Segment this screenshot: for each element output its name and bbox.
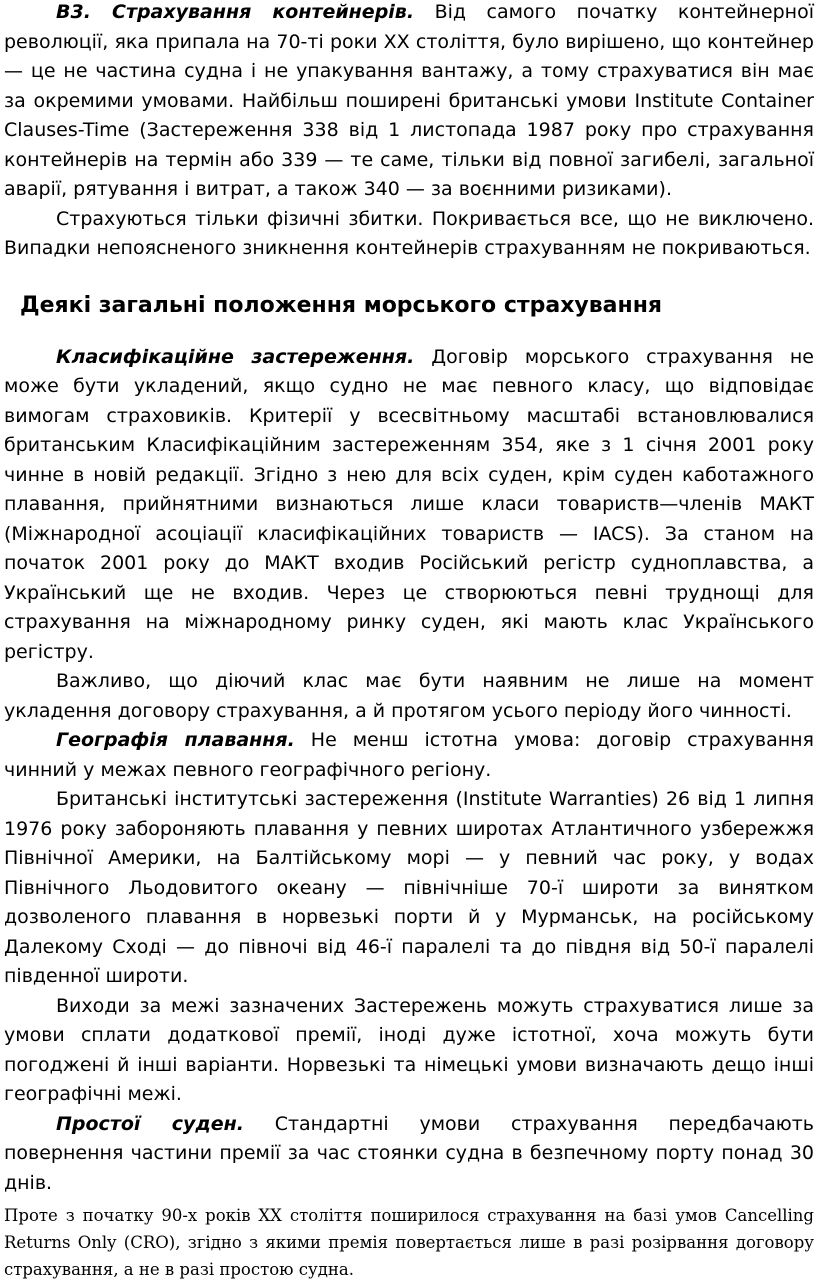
text-containers: Від самого початку контейнерної революції, яка припала на 70-ті роки ХХ століття, було вирішено, що контейнер — це не частина судна і не упакування вантажу, а тому страхуватися він має за окремими умовами. Найбільш поширені британські умови Institute Container Clauses-Time (Застереження 338 від 1 листопада 1987 року про страхування контейнерів на термін або 339 — те саме, тільки від повної загибелі, загальної аварії, рятування і витрат, а також 340 — за воєнними ризиками). — [4, 1, 814, 200]
text-classification: Договір морського страхування не може бути укладений, якщо судно не має певного класу, що відповідає вимогам страховиків. Критерії у всесвітньому масштабі встановлювалися британським Класифікаційним застереженням 354, яке з 1 січня 2001 року чинне в новій редакції. Згідно з нею для всіх суден, крім суден каботажного плавання, прийнятними визнаються лише класи товариств—членів МАКТ (Міжнародної асоціації класифікаційних товариств — IACS). За станом на початок 2001 року до МАКТ входив Російський регістр судноплавства, а Український ще не входив. Через це створюються певні труднощі для страхування на міжнародному ринку суден, які мають клас Українського регістру. — [4, 345, 814, 663]
lead-geography: Географія плавання. — [56, 729, 295, 751]
paragraph-class-validity — [4, 667, 814, 726]
paragraph-additional-premium — [4, 992, 814, 1110]
paragraph-containers — [4, 0, 814, 205]
paragraph-cro — [4, 1202, 814, 1283]
text-additional-premium: Виходи за межі зазначених Застережень можуть страхуватися лише за умови сплати додаткової премії, іноді дуже істотної, хоча можуть бути погоджені й інші варіанти. Норвезькі та німецькі умови визначають дещо інші географічні межі. — [4, 994, 814, 1105]
text-class-validity: Важливо, що діючий клас має бути наявним не лише на момент укладення договору страхування, а й протягом усього періоду його чинності. — [4, 670, 814, 722]
paragraph-physical-damage — [4, 205, 814, 264]
paragraph-geography — [4, 726, 814, 785]
section-heading: Деякі загальні положення морського страхування — [20, 292, 663, 318]
paragraph-idle — [4, 1110, 814, 1199]
lead-classification: Класифікаційне застереження. — [56, 345, 415, 368]
text-institute-warranties: Британські інститутські застереження (Institute Warranties) 26 від 1 липня 1976 року забороняють плавання у певних широтах Атлантичного узбережжя Північної Америки, на Балтійському морі — у певний час року, у водах Північного Льодовитого океану — північніше 70-ї широти за винятком дозволеного плавання в норвезькі порти й у Мурманськ, на російському Далекому Сході — до півночі від 46-ї паралелі та до півдня від 50-ї паралелі південної широти. — [4, 788, 814, 987]
text-idle: Стандартні умови страхування передбачають повернення частини премії за час стоянки судна в безпечному порту понад 30 днів. — [4, 1112, 814, 1194]
text-geography: Не менш істотна умова: договір страхування чинний у межах певного географічного регіону. — [4, 729, 814, 781]
text-cro: Проте з початку 90-х років ХХ століття поширилося страхування на базі умов Cancelling Returns Only (CRO), згідно з якими премія повертається лише в разі розірвання договору страхування, а не в разі простою судна. — [4, 1206, 814, 1279]
paragraph-classification — [4, 343, 814, 668]
text-physical-damage: Страхуються тільки фізичні збитки. Покривається все, що не виключено. Випадки непоясненого зникнення контейнерів страхуванням не покриваються. — [4, 207, 814, 259]
lead-idle: Простої суден. — [56, 1112, 244, 1135]
paragraph-institute-warranties — [4, 785, 814, 992]
lead-containers: В3. Страхування контейнерів. — [56, 1, 415, 23]
